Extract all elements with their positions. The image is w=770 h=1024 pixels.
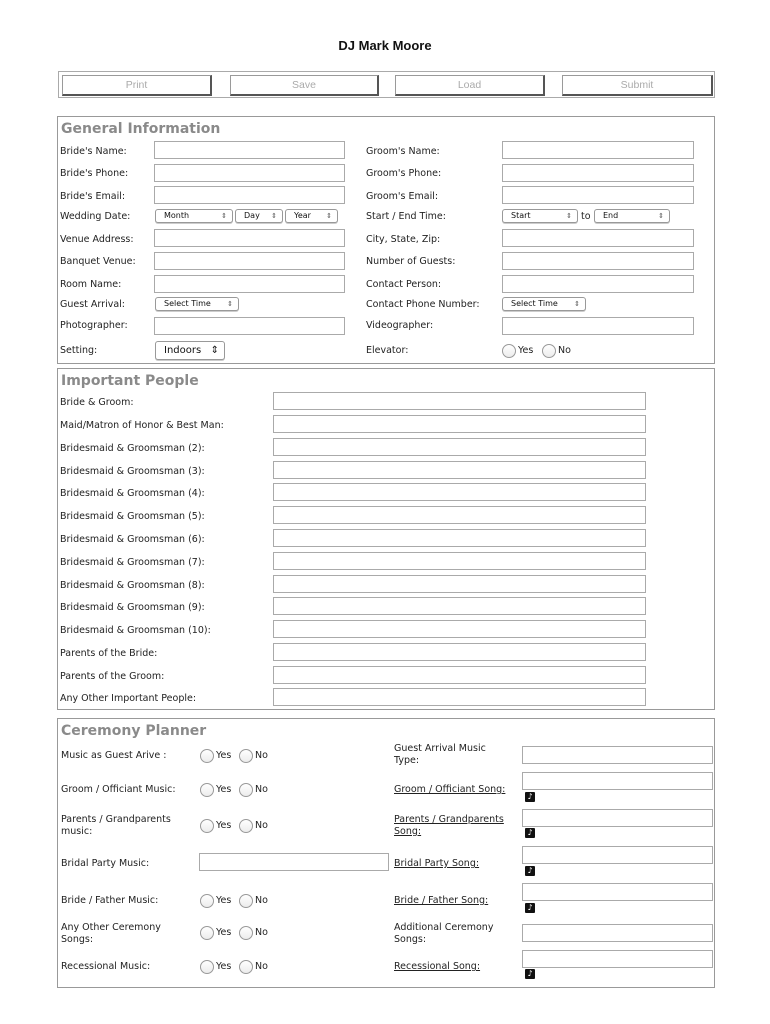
groom-officiant-music-label: Groom / Officiant Music: [61, 784, 176, 795]
room-name-input[interactable] [154, 275, 345, 293]
brides-email-input[interactable] [154, 186, 345, 204]
guest-arrive-no-radio[interactable] [239, 749, 253, 763]
bridal-party-song-input[interactable] [522, 846, 713, 864]
yes-label: Yes [216, 784, 232, 795]
year-value: Year [294, 211, 311, 220]
important-people-label: Parents of the Groom: [60, 671, 165, 682]
photographer-label: Photographer: [60, 320, 128, 331]
other-ceremony-songs-label: Any Other Ceremony Songs: [61, 922, 161, 945]
important-people-input[interactable] [273, 392, 646, 410]
banquet-venue-label: Banquet Venue: [60, 256, 136, 267]
parents-grandparents-no-radio[interactable] [239, 819, 253, 833]
music-note-icon[interactable]: ♪ [525, 903, 535, 913]
elevator-no-radio[interactable] [542, 344, 556, 358]
important-people-title: Important People [61, 373, 199, 389]
venue-address-input[interactable] [154, 229, 345, 247]
brides-email-label: Bride's Email: [60, 191, 126, 202]
wedding-day-select[interactable] [235, 209, 283, 223]
grooms-email-label: Groom's Email: [366, 191, 439, 202]
banquet-venue-input[interactable] [154, 252, 345, 270]
important-people-label: Bridesmaid & Groomsman (5): [60, 511, 205, 522]
brides-name-input[interactable] [154, 141, 345, 159]
bridal-party-music-label: Bridal Party Music: [61, 858, 150, 869]
contact-person-label: Contact Person: [366, 279, 442, 290]
stepper-icon: ⇕ [210, 345, 219, 356]
yes-label: Yes [216, 750, 232, 761]
brides-name-label: Bride's Name: [60, 146, 127, 157]
important-people-input[interactable] [273, 688, 646, 706]
contact-phone-number-label: Contact Phone Number: [366, 299, 480, 310]
important-people-input[interactable] [273, 666, 646, 684]
guest-arrive-yes-radio[interactable] [200, 749, 214, 763]
contact-person-input[interactable] [502, 275, 694, 293]
ceremony-planner-section [57, 718, 715, 988]
wedding-year-select[interactable] [285, 209, 338, 223]
bride-father-song-input[interactable] [522, 883, 713, 901]
grooms-name-label: Groom's Name: [366, 146, 440, 157]
important-people-label: Maid/Matron of Honor & Best Man: [60, 420, 224, 431]
no-label: No [255, 820, 268, 831]
no-label: No [255, 961, 268, 972]
guest-arrival-music-type-label: Guest Arrival Music Type: [394, 743, 486, 766]
important-people-input[interactable] [273, 552, 646, 570]
important-people-input[interactable] [273, 438, 646, 456]
yes-label: Yes [216, 820, 232, 831]
wedding-month-select[interactable] [155, 209, 233, 223]
end-value: End [603, 211, 619, 220]
parents-grandparents-song-input[interactable] [522, 809, 713, 827]
elevator-label: Elevator: [366, 345, 409, 356]
brides-phone-label: Bride's Phone: [60, 168, 129, 179]
setting-label: Setting: [60, 345, 98, 356]
submit-button[interactable]: Submit [562, 75, 713, 96]
general-information-section [57, 116, 715, 364]
important-people-input[interactable] [273, 506, 646, 524]
important-people-input[interactable] [273, 483, 646, 501]
elevator-yes-radio[interactable] [502, 344, 516, 358]
important-people-label: Bride & Groom: [60, 397, 134, 408]
setting-select[interactable] [155, 341, 225, 360]
city-state-zip-label: City, State, Zip: [366, 234, 441, 245]
important-people-label: Bridesmaid & Groomsman (10): [60, 625, 211, 636]
venue-address-label: Venue Address: [60, 234, 134, 245]
important-people-label: Bridesmaid & Groomsman (2): [60, 443, 205, 454]
important-people-label: Bridesmaid & Groomsman (7): [60, 557, 205, 568]
day-value: Day [244, 211, 260, 220]
important-people-input[interactable] [273, 415, 646, 433]
parents-grandparents-yes-radio[interactable] [200, 819, 214, 833]
to-label: to [581, 211, 591, 222]
additional-ceremony-songs-label: Additional Ceremony Songs: [394, 922, 494, 945]
contact-phone-select[interactable] [502, 297, 586, 311]
bridal-party-song-link[interactable]: Bridal Party Song: [394, 858, 480, 869]
videographer-input[interactable] [502, 317, 694, 335]
stepper-icon: ⇕ [227, 300, 233, 308]
important-people-label: Parents of the Bride: [60, 648, 158, 659]
music-note-icon[interactable]: ♪ [525, 866, 535, 876]
groom-officiant-song-link[interactable]: Groom / Officiant Song: [394, 784, 506, 795]
number-of-guests-input[interactable] [502, 252, 694, 270]
bridal-party-music-input[interactable] [199, 853, 389, 871]
important-people-label: Bridesmaid & Groomsman (4): [60, 488, 205, 499]
groom-officiant-song-input[interactable] [522, 772, 713, 790]
bride-father-music-label: Bride / Father Music: [61, 895, 159, 906]
important-people-label: Bridesmaid & Groomsman (3): [60, 466, 205, 477]
music-note-icon[interactable]: ♪ [525, 828, 535, 838]
ceremony-planner-title: Ceremony Planner [61, 723, 207, 739]
no-label: No [255, 895, 268, 906]
brides-phone-input[interactable] [154, 164, 345, 182]
select-time-value: Select Time [511, 299, 558, 308]
other-ceremony-no-radio[interactable] [239, 926, 253, 940]
important-people-input[interactable] [273, 597, 646, 615]
room-name-label: Room Name: [60, 279, 122, 290]
stepper-icon: ⇕ [326, 212, 332, 220]
elevator-no-label: No [558, 345, 571, 356]
important-people-input[interactable] [273, 620, 646, 638]
guest-arrival-select[interactable] [155, 297, 239, 311]
guest-arrival-label: Guest Arrival: [60, 299, 125, 310]
select-time-value: Select Time [164, 299, 211, 308]
important-people-label: Bridesmaid & Groomsman (8): [60, 580, 205, 591]
grooms-email-input[interactable] [502, 186, 694, 204]
print-button[interactable]: Print [62, 75, 212, 96]
elevator-yes-label: Yes [518, 345, 534, 356]
end-time-select[interactable] [594, 209, 670, 223]
yes-label: Yes [216, 927, 232, 938]
important-people-input[interactable] [273, 529, 646, 547]
groom-officiant-no-radio[interactable] [239, 783, 253, 797]
photographer-input[interactable] [154, 317, 345, 335]
important-people-section [57, 368, 715, 710]
guest-arrival-music-type-input[interactable] [522, 746, 713, 764]
save-button[interactable]: Save [230, 75, 379, 96]
groom-officiant-yes-radio[interactable] [200, 783, 214, 797]
bride-father-yes-radio[interactable] [200, 894, 214, 908]
no-label: No [255, 750, 268, 761]
important-people-label: Bridesmaid & Groomsman (6): [60, 534, 205, 545]
stepper-icon: ⇕ [271, 212, 277, 220]
grooms-name-input[interactable] [502, 141, 694, 159]
music-note-icon[interactable]: ♪ [525, 792, 535, 802]
videographer-label: Videographer: [366, 320, 434, 331]
number-of-guests-label: Number of Guests: [366, 256, 456, 267]
stepper-icon: ⇕ [658, 212, 664, 220]
important-people-label: Any Other Important People: [60, 693, 197, 704]
grooms-phone-input[interactable] [502, 164, 694, 182]
setting-value: Indoors [164, 345, 202, 356]
yes-label: Yes [216, 961, 232, 972]
parents-grandparents-music-label: Parents / Grandparents music: [61, 814, 171, 837]
bride-father-song-link[interactable]: Bride / Father Song: [394, 895, 489, 906]
recessional-no-radio[interactable] [239, 960, 253, 974]
parents-grandparents-song-link[interactable]: Parents / Grandparents Song: [394, 814, 504, 837]
important-people-label: Bridesmaid & Groomsman (9): [60, 602, 205, 613]
general-information-title: General Information [61, 121, 221, 137]
month-value: Month [164, 211, 190, 220]
important-people-input[interactable] [273, 461, 646, 479]
important-people-input[interactable] [273, 643, 646, 661]
load-button[interactable]: Load [395, 75, 545, 96]
recessional-song-input[interactable] [522, 950, 713, 968]
bride-father-no-radio[interactable] [239, 894, 253, 908]
start-time-select[interactable] [502, 209, 578, 223]
recessional-music-label: Recessional Music: [61, 961, 151, 972]
stepper-icon: ⇕ [221, 212, 227, 220]
no-label: No [255, 927, 268, 938]
other-ceremony-yes-radio[interactable] [200, 926, 214, 940]
important-people-input[interactable] [273, 575, 646, 593]
city-state-zip-input[interactable] [502, 229, 694, 247]
grooms-phone-label: Groom's Phone: [366, 168, 442, 179]
recessional-song-link[interactable]: Recessional Song: [394, 961, 481, 972]
start-value: Start [511, 211, 531, 220]
start-end-time-label: Start / End Time: [366, 211, 446, 222]
music-note-icon[interactable]: ♪ [525, 969, 535, 979]
stepper-icon: ⇕ [566, 212, 572, 220]
no-label: No [255, 784, 268, 795]
toolbar [58, 71, 715, 98]
page-title: DJ Mark Moore [338, 38, 432, 53]
stepper-icon: ⇕ [574, 300, 580, 308]
music-guest-arrive-label: Music as Guest Arive : [61, 750, 167, 761]
recessional-yes-radio[interactable] [200, 960, 214, 974]
wedding-date-label: Wedding Date: [60, 211, 131, 222]
yes-label: Yes [216, 895, 232, 906]
additional-ceremony-songs-input[interactable] [522, 924, 713, 942]
